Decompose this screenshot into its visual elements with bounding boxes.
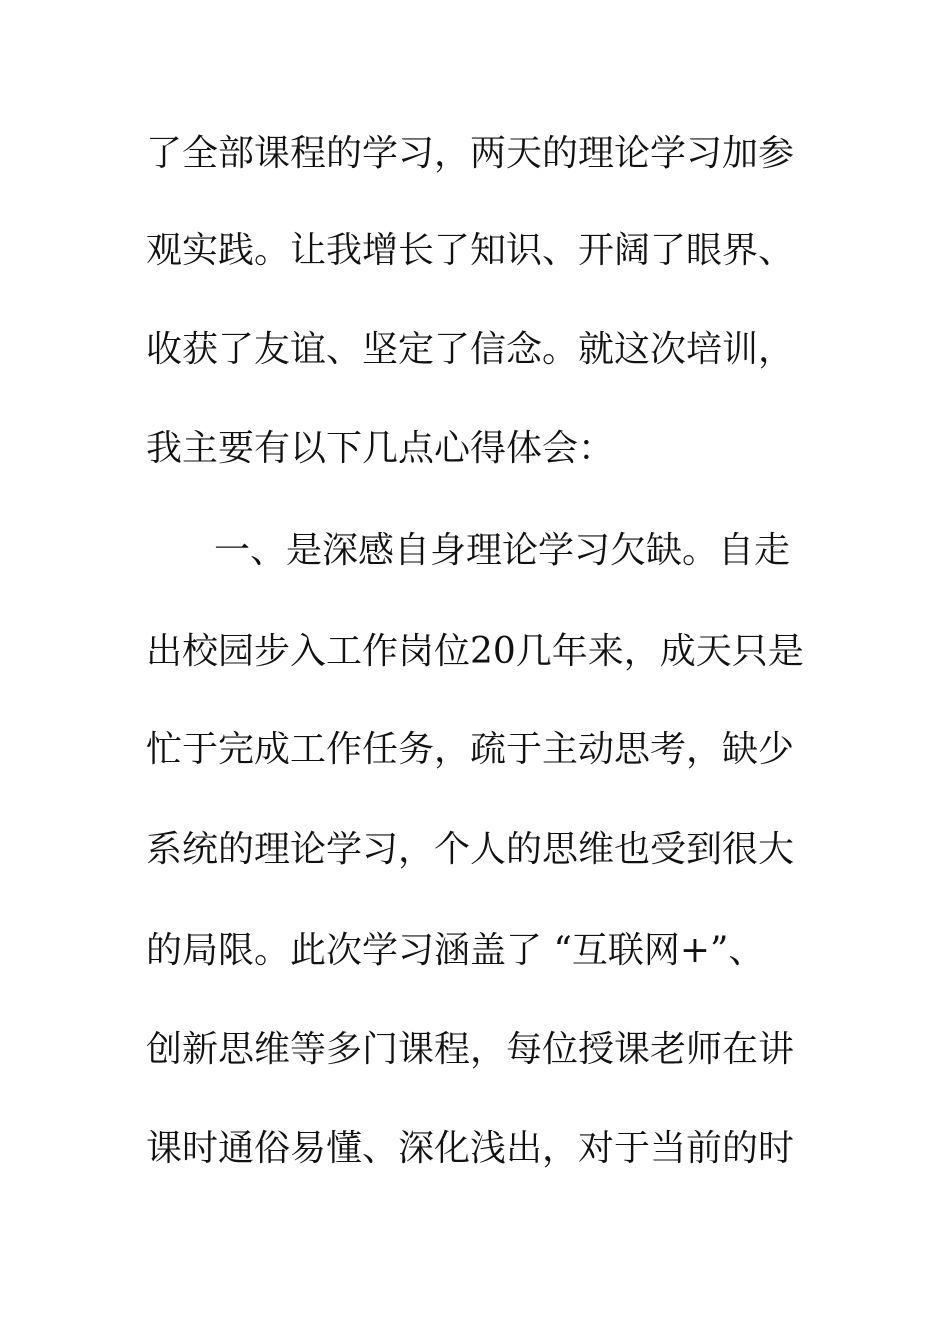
paragraph-1-line-7: 课时通俗易懂、深化浅出，对于当前的时: [146, 1128, 795, 1169]
text-line-4: 我主要有以下几点心得体会：: [146, 428, 615, 469]
text-line-2: 观实践。让我增长了知识、开阔了眼界、: [146, 230, 795, 271]
text-line-3: 收获了友谊、坚定了信念。就这次培训，: [146, 329, 795, 370]
paragraph-1-line-3: 忙于完成工作任务，疏于主动思考，缺少: [146, 729, 795, 770]
paragraph-1-line-2: 出校园步入工作岗位20几年来，成天只是: [146, 631, 804, 672]
text-line-1: 了全部课程的学习，两天的理论学习加参: [146, 133, 795, 174]
paragraph-1-line-5: 的局限。此次学习涵盖了 “互联网+”、: [146, 930, 765, 971]
paragraph-1-line-6: 创新思维等多门课程，每位授课老师在讲: [146, 1029, 795, 1070]
paragraph-1-line-4: 系统的理论学习，个人的思维也受到很大: [146, 829, 795, 870]
paragraph-1-line-1: 一、是深感自身理论学习欠缺。自走: [214, 530, 791, 571]
